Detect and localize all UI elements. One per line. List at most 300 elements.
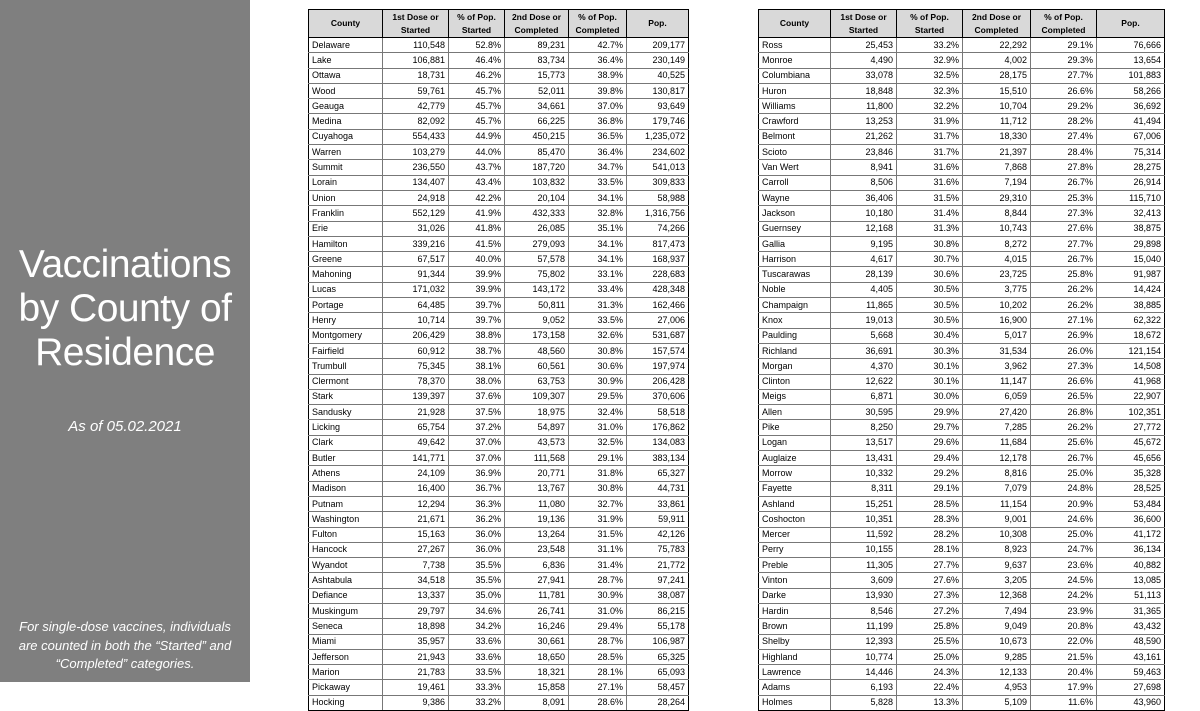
first-dose-cell: 10,155 — [831, 542, 897, 557]
first-dose-cell: 64,485 — [383, 298, 449, 313]
county-cell: Defiance — [309, 588, 383, 603]
first-dose-cell: 8,250 — [831, 420, 897, 435]
second-dose-cell: 11,712 — [963, 114, 1031, 129]
pct-started-cell: 41.5% — [449, 236, 505, 251]
table-row — [309, 680, 689, 695]
pct-completed-cell: 36.4% — [569, 145, 627, 160]
table-row — [759, 99, 1165, 114]
first-dose-cell: 13,337 — [383, 588, 449, 603]
county-cell: Wayne — [759, 190, 831, 205]
county-cell: Preble — [759, 558, 831, 573]
population-cell: 102,351 — [1097, 405, 1165, 420]
first-dose-cell: 29,797 — [383, 603, 449, 618]
population-cell: 43,161 — [1097, 649, 1165, 664]
population-cell: 36,600 — [1097, 512, 1165, 527]
table-row — [309, 160, 689, 175]
second-dose-cell: 187,720 — [505, 160, 569, 175]
pct-started-cell: 30.7% — [897, 252, 963, 267]
county-cell: Lorain — [309, 175, 383, 190]
first-dose-cell: 5,668 — [831, 328, 897, 343]
pct-completed-cell: 25.0% — [1031, 466, 1097, 481]
county-cell: Logan — [759, 435, 831, 450]
population-cell: 21,772 — [627, 558, 689, 573]
pct-started-cell: 31.4% — [897, 206, 963, 221]
first-dose-cell: 30,595 — [831, 405, 897, 420]
pct-completed-cell: 29.1% — [569, 451, 627, 466]
pct-completed-cell: 31.4% — [569, 558, 627, 573]
pct-completed-cell: 29.1% — [1031, 38, 1097, 53]
second-dose-cell: 27,420 — [963, 405, 1031, 420]
first-dose-cell: 82,092 — [383, 114, 449, 129]
pct-started-cell: 34.6% — [449, 603, 505, 618]
pct-completed-cell: 29.2% — [1031, 99, 1097, 114]
table-row — [759, 649, 1165, 664]
second-dose-cell: 3,205 — [963, 573, 1031, 588]
table-row — [309, 389, 689, 404]
table-row — [309, 145, 689, 160]
county-cell: Morrow — [759, 466, 831, 481]
county-cell: Madison — [309, 481, 383, 496]
population-cell: 41,968 — [1097, 374, 1165, 389]
county-cell: Crawford — [759, 114, 831, 129]
footnote-line: For single-dose vaccines, individuals — [19, 619, 231, 634]
population-cell: 1,316,756 — [627, 206, 689, 221]
pct-started-cell: 46.2% — [449, 68, 505, 83]
second-dose-cell: 5,109 — [963, 695, 1031, 710]
table-row — [759, 481, 1165, 496]
pct-completed-cell: 30.8% — [569, 343, 627, 358]
pct-completed-cell: 29.4% — [569, 619, 627, 634]
county-cell: Gallia — [759, 236, 831, 251]
county-cell: Pike — [759, 420, 831, 435]
second-dose-cell: 7,079 — [963, 481, 1031, 496]
population-cell: 13,085 — [1097, 573, 1165, 588]
pct-completed-cell: 27.3% — [1031, 206, 1097, 221]
table-row — [759, 435, 1165, 450]
table-row — [309, 374, 689, 389]
population-cell: 38,875 — [1097, 221, 1165, 236]
pct-started-cell: 28.2% — [897, 527, 963, 542]
population-cell: 29,898 — [1097, 236, 1165, 251]
table-row — [309, 481, 689, 496]
table-row — [759, 236, 1165, 251]
county-cell: Wyandot — [309, 558, 383, 573]
first-dose-cell: 11,865 — [831, 298, 897, 313]
table-row — [309, 252, 689, 267]
pct-started-cell: 30.0% — [897, 389, 963, 404]
second-dose-cell: 11,781 — [505, 588, 569, 603]
pct-completed-cell: 27.1% — [1031, 313, 1097, 328]
county-cell: Miami — [309, 634, 383, 649]
second-dose-cell: 12,368 — [963, 588, 1031, 603]
first-dose-cell: 206,429 — [383, 328, 449, 343]
second-dose-cell: 8,844 — [963, 206, 1031, 221]
first-dose-cell: 10,180 — [831, 206, 897, 221]
population-cell: 42,126 — [627, 527, 689, 542]
pct-completed-cell: 24.6% — [1031, 512, 1097, 527]
table-row — [759, 206, 1165, 221]
table-row — [309, 451, 689, 466]
second-dose-cell: 432,333 — [505, 206, 569, 221]
first-dose-cell: 31,026 — [383, 221, 449, 236]
pct-completed-cell: 31.0% — [569, 603, 627, 618]
table-row — [309, 267, 689, 282]
county-cell: Adams — [759, 680, 831, 695]
population-cell: 45,656 — [1097, 451, 1165, 466]
county-cell: Portage — [309, 298, 383, 313]
county-cell: Butler — [309, 451, 383, 466]
population-cell: 428,348 — [627, 282, 689, 297]
first-dose-cell: 23,846 — [831, 145, 897, 160]
first-dose-cell: 35,957 — [383, 634, 449, 649]
county-cell: Vinton — [759, 573, 831, 588]
second-dose-cell: 10,704 — [963, 99, 1031, 114]
first-dose-cell: 18,731 — [383, 68, 449, 83]
pct-completed-cell: 27.3% — [1031, 359, 1097, 374]
pct-started-cell: 44.0% — [449, 145, 505, 160]
pct-completed-cell: 26.9% — [1031, 328, 1097, 343]
pct-started-cell: 28.1% — [897, 542, 963, 557]
pct-started-cell: 30.5% — [897, 298, 963, 313]
table-row — [759, 221, 1165, 236]
second-dose-cell: 143,172 — [505, 282, 569, 297]
table-row — [759, 634, 1165, 649]
header-pct-completed: % of Pop. Completed — [569, 10, 627, 38]
county-cell: Fulton — [309, 527, 383, 542]
pct-started-cell: 27.3% — [897, 588, 963, 603]
population-cell: 58,988 — [627, 190, 689, 205]
second-dose-cell: 29,310 — [963, 190, 1031, 205]
second-dose-cell: 111,568 — [505, 451, 569, 466]
second-dose-cell: 109,307 — [505, 389, 569, 404]
pct-started-cell: 33.2% — [897, 38, 963, 53]
pct-completed-cell: 26.0% — [1031, 343, 1097, 358]
population-cell: 14,508 — [1097, 359, 1165, 374]
pct-completed-cell: 11.6% — [1031, 695, 1097, 710]
pct-started-cell: 37.2% — [449, 420, 505, 435]
table-row — [309, 619, 689, 634]
first-dose-cell: 21,783 — [383, 665, 449, 680]
second-dose-cell: 4,953 — [963, 680, 1031, 695]
table-row — [759, 451, 1165, 466]
pct-completed-cell: 28.7% — [569, 573, 627, 588]
second-dose-cell: 4,015 — [963, 252, 1031, 267]
population-cell: 157,574 — [627, 343, 689, 358]
header-first-dose: 1st Dose or Started — [383, 10, 449, 38]
pct-started-cell: 30.5% — [897, 282, 963, 297]
county-cell: Fayette — [759, 481, 831, 496]
first-dose-cell: 18,898 — [383, 619, 449, 634]
second-dose-cell: 3,962 — [963, 359, 1031, 374]
pct-completed-cell: 31.8% — [569, 466, 627, 481]
population-cell: 40,882 — [1097, 558, 1165, 573]
pct-started-cell: 29.2% — [897, 466, 963, 481]
county-cell: Seneca — [309, 619, 383, 634]
population-cell: 228,683 — [627, 267, 689, 282]
second-dose-cell: 50,811 — [505, 298, 569, 313]
population-cell: 59,911 — [627, 512, 689, 527]
first-dose-cell: 6,871 — [831, 389, 897, 404]
pct-started-cell: 37.0% — [449, 451, 505, 466]
table-row — [759, 343, 1165, 358]
pct-completed-cell: 36.8% — [569, 114, 627, 129]
second-dose-cell: 28,175 — [963, 68, 1031, 83]
table-row — [309, 558, 689, 573]
first-dose-cell: 12,294 — [383, 496, 449, 511]
county-cell: Stark — [309, 389, 383, 404]
first-dose-cell: 110,548 — [383, 38, 449, 53]
pct-started-cell: 27.7% — [897, 558, 963, 573]
population-cell: 14,424 — [1097, 282, 1165, 297]
page-title — [0, 243, 250, 375]
county-cell: Wood — [309, 83, 383, 98]
pct-completed-cell: 27.7% — [1031, 236, 1097, 251]
county-cell: Licking — [309, 420, 383, 435]
first-dose-cell: 34,518 — [383, 573, 449, 588]
second-dose-cell: 13,767 — [505, 481, 569, 496]
pct-started-cell: 24.3% — [897, 665, 963, 680]
pct-started-cell: 33.6% — [449, 634, 505, 649]
first-dose-cell: 18,848 — [831, 83, 897, 98]
footnote — [0, 618, 250, 674]
pct-completed-cell: 34.1% — [569, 236, 627, 251]
population-cell: 74,266 — [627, 221, 689, 236]
pct-started-cell: 36.0% — [449, 542, 505, 557]
table-row — [759, 282, 1165, 297]
population-cell: 48,590 — [1097, 634, 1165, 649]
pct-completed-cell: 22.0% — [1031, 634, 1097, 649]
first-dose-cell: 33,078 — [831, 68, 897, 83]
population-cell: 1,235,072 — [627, 129, 689, 144]
footnote-line: are counted in both the “Started” and — [18, 637, 232, 653]
pct-completed-cell: 42.7% — [569, 38, 627, 53]
pct-started-cell: 36.2% — [449, 512, 505, 527]
population-cell: 65,325 — [627, 649, 689, 664]
pct-completed-cell: 27.6% — [1031, 221, 1097, 236]
header-second-dose: 2nd Dose or Completed — [963, 10, 1031, 38]
table-row — [759, 512, 1165, 527]
pct-completed-cell: 32.6% — [569, 328, 627, 343]
first-dose-cell: 11,305 — [831, 558, 897, 573]
first-dose-cell: 15,251 — [831, 496, 897, 511]
second-dose-cell: 15,858 — [505, 680, 569, 695]
sidebar-panel — [0, 0, 250, 682]
pct-completed-cell: 20.4% — [1031, 665, 1097, 680]
pct-completed-cell: 30.9% — [569, 588, 627, 603]
first-dose-cell: 28,139 — [831, 267, 897, 282]
county-cell: Mahoning — [309, 267, 383, 282]
second-dose-cell: 8,272 — [963, 236, 1031, 251]
pct-started-cell: 25.5% — [897, 634, 963, 649]
pct-completed-cell: 17.9% — [1031, 680, 1097, 695]
first-dose-cell: 21,943 — [383, 649, 449, 664]
county-cell: Warren — [309, 145, 383, 160]
second-dose-cell: 22,292 — [963, 38, 1031, 53]
header-pct-started: % of Pop. Started — [449, 10, 505, 38]
pct-started-cell: 25.0% — [897, 649, 963, 664]
population-cell: 234,602 — [627, 145, 689, 160]
population-cell: 383,134 — [627, 451, 689, 466]
county-cell: Union — [309, 190, 383, 205]
pct-completed-cell: 27.1% — [569, 680, 627, 695]
second-dose-cell: 8,923 — [963, 542, 1031, 557]
first-dose-cell: 13,253 — [831, 114, 897, 129]
pct-started-cell: 38.7% — [449, 343, 505, 358]
second-dose-cell: 9,049 — [963, 619, 1031, 634]
first-dose-cell: 8,506 — [831, 175, 897, 190]
second-dose-cell: 48,560 — [505, 343, 569, 358]
pct-started-cell: 36.7% — [449, 481, 505, 496]
header-county: County — [759, 10, 831, 38]
county-cell: Ottawa — [309, 68, 383, 83]
population-cell: 43,960 — [1097, 695, 1165, 710]
pct-completed-cell: 27.4% — [1031, 129, 1097, 144]
table-row — [309, 573, 689, 588]
first-dose-cell: 65,754 — [383, 420, 449, 435]
county-cell: Greene — [309, 252, 383, 267]
population-cell: 41,172 — [1097, 527, 1165, 542]
table-row — [759, 252, 1165, 267]
second-dose-cell: 16,246 — [505, 619, 569, 634]
second-dose-cell: 23,548 — [505, 542, 569, 557]
pct-completed-cell: 36.4% — [569, 53, 627, 68]
population-cell: 26,914 — [1097, 175, 1165, 190]
second-dose-cell: 11,147 — [963, 374, 1031, 389]
second-dose-cell: 10,743 — [963, 221, 1031, 236]
pct-started-cell: 52.8% — [449, 38, 505, 53]
table-row — [759, 359, 1165, 374]
second-dose-cell: 450,215 — [505, 129, 569, 144]
table-row — [309, 649, 689, 664]
first-dose-cell: 4,490 — [831, 53, 897, 68]
second-dose-cell: 8,816 — [963, 466, 1031, 481]
table-row — [759, 542, 1165, 557]
population-cell: 101,883 — [1097, 68, 1165, 83]
county-cell: Lucas — [309, 282, 383, 297]
population-cell: 65,093 — [627, 665, 689, 680]
population-cell: 58,266 — [1097, 83, 1165, 98]
pct-started-cell: 27.2% — [897, 603, 963, 618]
population-cell: 18,672 — [1097, 328, 1165, 343]
table-row — [759, 619, 1165, 634]
table-row — [759, 190, 1165, 205]
second-dose-cell: 12,133 — [963, 665, 1031, 680]
pct-completed-cell: 34.7% — [569, 160, 627, 175]
pct-started-cell: 36.3% — [449, 496, 505, 511]
county-cell: Sandusky — [309, 405, 383, 420]
table-row — [759, 160, 1165, 175]
pct-started-cell: 45.7% — [449, 83, 505, 98]
table-row — [759, 420, 1165, 435]
population-cell: 22,907 — [1097, 389, 1165, 404]
pct-completed-cell: 27.7% — [1031, 68, 1097, 83]
table-row — [759, 83, 1165, 98]
pct-started-cell: 33.6% — [449, 649, 505, 664]
second-dose-cell: 12,178 — [963, 451, 1031, 466]
county-cell: Lawrence — [759, 665, 831, 680]
second-dose-cell: 6,836 — [505, 558, 569, 573]
table-row — [309, 405, 689, 420]
table-row — [759, 573, 1165, 588]
population-cell: 53,484 — [1097, 496, 1165, 511]
pct-started-cell: 31.6% — [897, 175, 963, 190]
county-cell: Ashland — [759, 496, 831, 511]
pct-started-cell: 30.6% — [897, 267, 963, 282]
population-cell: 43,432 — [1097, 619, 1165, 634]
table-row — [759, 38, 1165, 53]
pct-started-cell: 33.5% — [449, 665, 505, 680]
pct-started-cell: 30.8% — [897, 236, 963, 251]
table-row — [309, 328, 689, 343]
first-dose-cell: 13,517 — [831, 435, 897, 450]
county-cell: Williams — [759, 99, 831, 114]
second-dose-cell: 7,285 — [963, 420, 1031, 435]
table-row — [309, 99, 689, 114]
second-dose-cell: 31,534 — [963, 343, 1031, 358]
county-cell: Franklin — [309, 206, 383, 221]
first-dose-cell: 36,406 — [831, 190, 897, 205]
first-dose-cell: 3,609 — [831, 573, 897, 588]
county-cell: Putnam — [309, 496, 383, 511]
pct-completed-cell: 33.5% — [569, 313, 627, 328]
county-cell: Carroll — [759, 175, 831, 190]
county-cell: Medina — [309, 114, 383, 129]
county-cell: Meigs — [759, 389, 831, 404]
pct-completed-cell: 25.3% — [1031, 190, 1097, 205]
pct-completed-cell: 29.5% — [569, 389, 627, 404]
first-dose-cell: 21,928 — [383, 405, 449, 420]
population-cell: 206,428 — [627, 374, 689, 389]
table-row — [309, 282, 689, 297]
table-row — [309, 665, 689, 680]
pct-completed-cell: 28.7% — [569, 634, 627, 649]
second-dose-cell: 9,052 — [505, 313, 569, 328]
first-dose-cell: 42,779 — [383, 99, 449, 114]
county-cell: Clark — [309, 435, 383, 450]
population-cell: 65,327 — [627, 466, 689, 481]
pct-completed-cell: 26.6% — [1031, 83, 1097, 98]
pct-started-cell: 22.4% — [897, 680, 963, 695]
table-row — [309, 83, 689, 98]
first-dose-cell: 552,129 — [383, 206, 449, 221]
population-cell: 370,606 — [627, 389, 689, 404]
population-cell: 162,466 — [627, 298, 689, 313]
county-cell: Fairfield — [309, 343, 383, 358]
second-dose-cell: 6,059 — [963, 389, 1031, 404]
pct-completed-cell: 24.7% — [1031, 542, 1097, 557]
pct-started-cell: 39.9% — [449, 267, 505, 282]
table-row — [309, 129, 689, 144]
first-dose-cell: 10,351 — [831, 512, 897, 527]
pct-started-cell: 37.5% — [449, 405, 505, 420]
population-cell: 55,178 — [627, 619, 689, 634]
first-dose-cell: 15,163 — [383, 527, 449, 542]
county-cell: Trumbull — [309, 359, 383, 374]
first-dose-cell: 12,168 — [831, 221, 897, 236]
population-cell: 75,783 — [627, 542, 689, 557]
second-dose-cell: 9,637 — [963, 558, 1031, 573]
first-dose-cell: 24,109 — [383, 466, 449, 481]
population-cell: 28,264 — [627, 695, 689, 710]
county-cell: Perry — [759, 542, 831, 557]
table-row — [309, 53, 689, 68]
first-dose-cell: 7,738 — [383, 558, 449, 573]
county-cell: Knox — [759, 313, 831, 328]
county-cell: Hamilton — [309, 236, 383, 251]
first-dose-cell: 21,671 — [383, 512, 449, 527]
footnote-line: “Completed” categories. — [55, 656, 195, 671]
table-row — [309, 634, 689, 649]
